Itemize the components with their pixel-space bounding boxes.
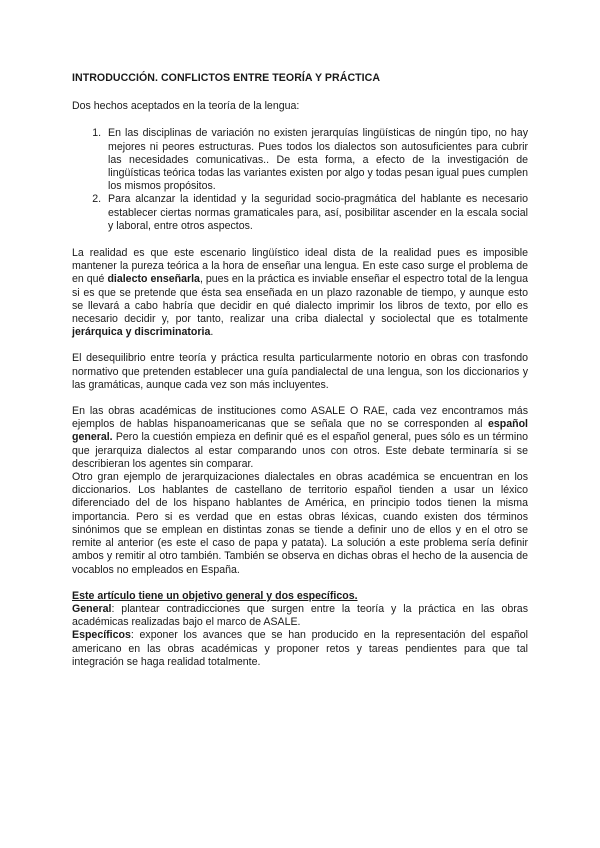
objective-specific-label: Específicos [72, 629, 131, 642]
document-page [72, 72, 528, 669]
document-title: INTRODUCCIÓN. CONFLICTOS ENTRE TEORÍA Y PRÁCTICA [72, 72, 381, 84]
paragraph-dictionaries: Otro gran ejemplo de jerarquizaciones dialectales en obras académica se encuentran en los diccionarios. Los hablantes de castellano de territorio español tienden a usar un léxico diferenciado del de los hispano hablantes de América, en principio todos tienen la misma importancia. Pero si es verdad que en estas obras léxicas, cuando existen dos términos sinónimos que se emplean en distintas zonas se tiende a definir uno de ellos y en el otro se remite al anterior (es este el caso de papa y patata). La solución a este problema sería definir ambos y remitir al otro también. También se observa en dichas obras el hecho de la ausencia de vocablos no empleados en España. [72, 471, 528, 576]
paragraph-academic-works: En las obras académicas de instituciones como ASALE O RAE, cada vez encontramos más ejemplos de hablas hispanoamericanas que se señala que no se corresponden al español general. Pero la cuestión empieza en definir qué es el español general, pues sólo es un término que jerarquiza dialectos al estar comparando unos con otros. Este debate terminaría si se describieran los agentes sin comparar. [72, 405, 528, 470]
bold-dialect-phrase: dialecto enseñarla [107, 273, 200, 286]
objective-general: General: plantear contradicciones que surgen entre la teoría y la práctica en las obras académicas realizadas bajo el marco de ASALE. [72, 602, 528, 629]
intro-paragraph: Dos hechos aceptados en la teoría de la lengua: [72, 100, 300, 113]
bold-general-spanish: español general. [72, 418, 528, 444]
list-item: 2. Para alcanzar la identidad y la seguridad socio-pragmática del hablante es necesario establecer ciertas normas gramaticales para, así, posibilitar ascender en la escala social y laboral, entre otros aspectos. [104, 193, 528, 233]
facts-list [72, 127, 528, 233]
objective-specific: Específicos: exponer los avances que se han producido en la representación del español americano en las obras académicas y proponer retos y tareas pendientes para que tal integración se haga realidad totalmente. [72, 629, 528, 668]
list-item: 1. En las disciplinas de variación no existen jerarquías lingüísticas de ningún tipo, no hay mejores ni peores estructuras. Pues todos los dialectos son autosuficientes para cubrir las necesidades comunicativas.. De esta forma, a efecto de la investigación de lingüísticas teórica todas las variantes existen por algo y todas pesan igual pues cumplen los mismos propósitos. [104, 127, 528, 193]
bold-hierarchical-phrase: jerárquica y discriminatoria [72, 326, 211, 339]
paragraph-reality: La realidad es que este escenario lingüístico ideal dista de la realidad pues es imposible mantener la pureza teórica a la hora de enseñar una lengua. En este caso surge el problema de en qué dialecto enseñarla, pues en la práctica es inviable enseñar el espectro total de la lengua si es que se pretende que ésta sea enseñada en un plazo razonable de tiempo, y aunque esto se llevará a cabo habría que decidir en qué dialecto imprimir los libros de texto, por ello es necesario decidir y, por tanto, realizar una criba dialectal y sociolectal que es totalmente jerárquica y discriminatoria. [72, 247, 528, 339]
section-title: Este artículo tiene un objetivo general y dos específicos. [72, 589, 358, 602]
paragraph-imbalance: El desequilibrio entre teoría y práctica resulta particularmente notorio en obras con trasfondo normativo que pretenden establecer una guía pandialectal de una lengua, son los diccionarios y las gramáticas, aunque cada vez son más incluyentes. [72, 352, 528, 391]
objective-general-label: General [72, 602, 112, 615]
